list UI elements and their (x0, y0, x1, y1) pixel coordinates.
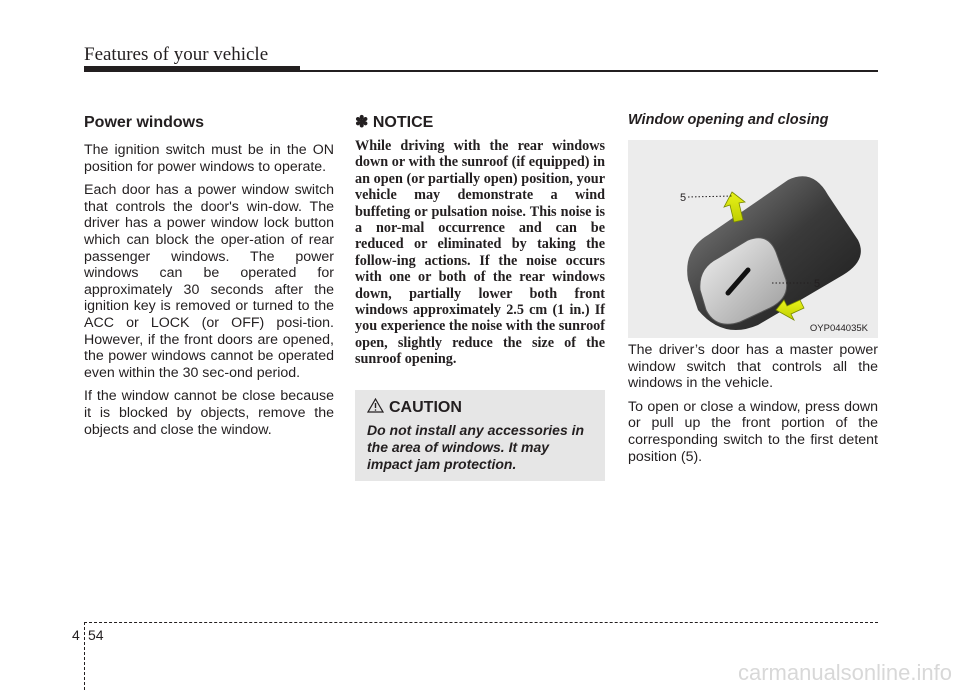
watermark: carmanualsonline.info (737, 660, 952, 685)
chapter-number: 4 (72, 627, 80, 643)
callout-top: 5 (680, 192, 687, 204)
page-number: 54 (88, 627, 104, 643)
warning-triangle-icon (367, 398, 384, 413)
notice-title: ✽ NOTICE (355, 114, 434, 131)
notice-section (355, 112, 605, 368)
paragraph: Each door has a power window switch that controls the door's win-dow. The driver has a power window lock button which can block the oper-ation of rear passenger windows. The power windows can be operated for approximately 30 seconds after the ignition key is removed or turned to the ACC or LOCK (or OFF) posi-tion. However, if the front doors are opened, the power windows cannot be operated even within the 30 sec-ond period. (84, 182, 334, 381)
paragraph: The driver’s door has a master power window switch that controls all the windows in the vehicle. (628, 342, 878, 392)
window-switch-illustration (628, 140, 878, 338)
paragraph: If the window cannot be close because it is blocked by objects, remove the objects and close the window. (84, 388, 334, 438)
window-section-heading-block (628, 112, 878, 128)
paragraph: The ignition switch must be in the ON position for power windows to operate. (84, 142, 334, 175)
header-bar (84, 66, 300, 72)
window-opening-heading: Window opening and closing (628, 112, 829, 128)
callout-bottom: 5 (814, 278, 821, 290)
caution-box (355, 390, 605, 481)
caution-title: CAUTION (389, 399, 462, 416)
power-windows-heading: Power windows (84, 114, 205, 131)
caution-header (367, 398, 462, 417)
power-windows-section (84, 114, 334, 445)
window-switch-figure (628, 140, 878, 338)
header-rule (300, 70, 878, 72)
page-header-title: Features of your vehicle (84, 44, 269, 65)
figure-id: OYP044035K (809, 323, 868, 334)
window-section-text (628, 342, 878, 472)
footer-divider (84, 622, 85, 690)
footer-rule (84, 622, 878, 623)
caution-text: Do not install any accessories in the area of windows. It may impact jam protection. (367, 422, 585, 472)
paragraph: To open or close a window, press down or pull up the front portion of the corresponding switch to the first detent position (5). (628, 398, 878, 465)
notice-text: While driving with the rear windows down or with the sunroof (if equipped) in an open (or partially open) position, your vehicle may demonstrate a wind buffeting or pulsation noise. This noise is a nor-mal occurrence and can be reduced or eliminated by taking the follow-ing actions. If the noise occurs with one or both of the rear windows down, partially lower both front windows approximately 2.5 cm (1 in.) If you experience the noise with the sunroof open, slightly reduce the size of the sunroof opening. (355, 138, 605, 368)
